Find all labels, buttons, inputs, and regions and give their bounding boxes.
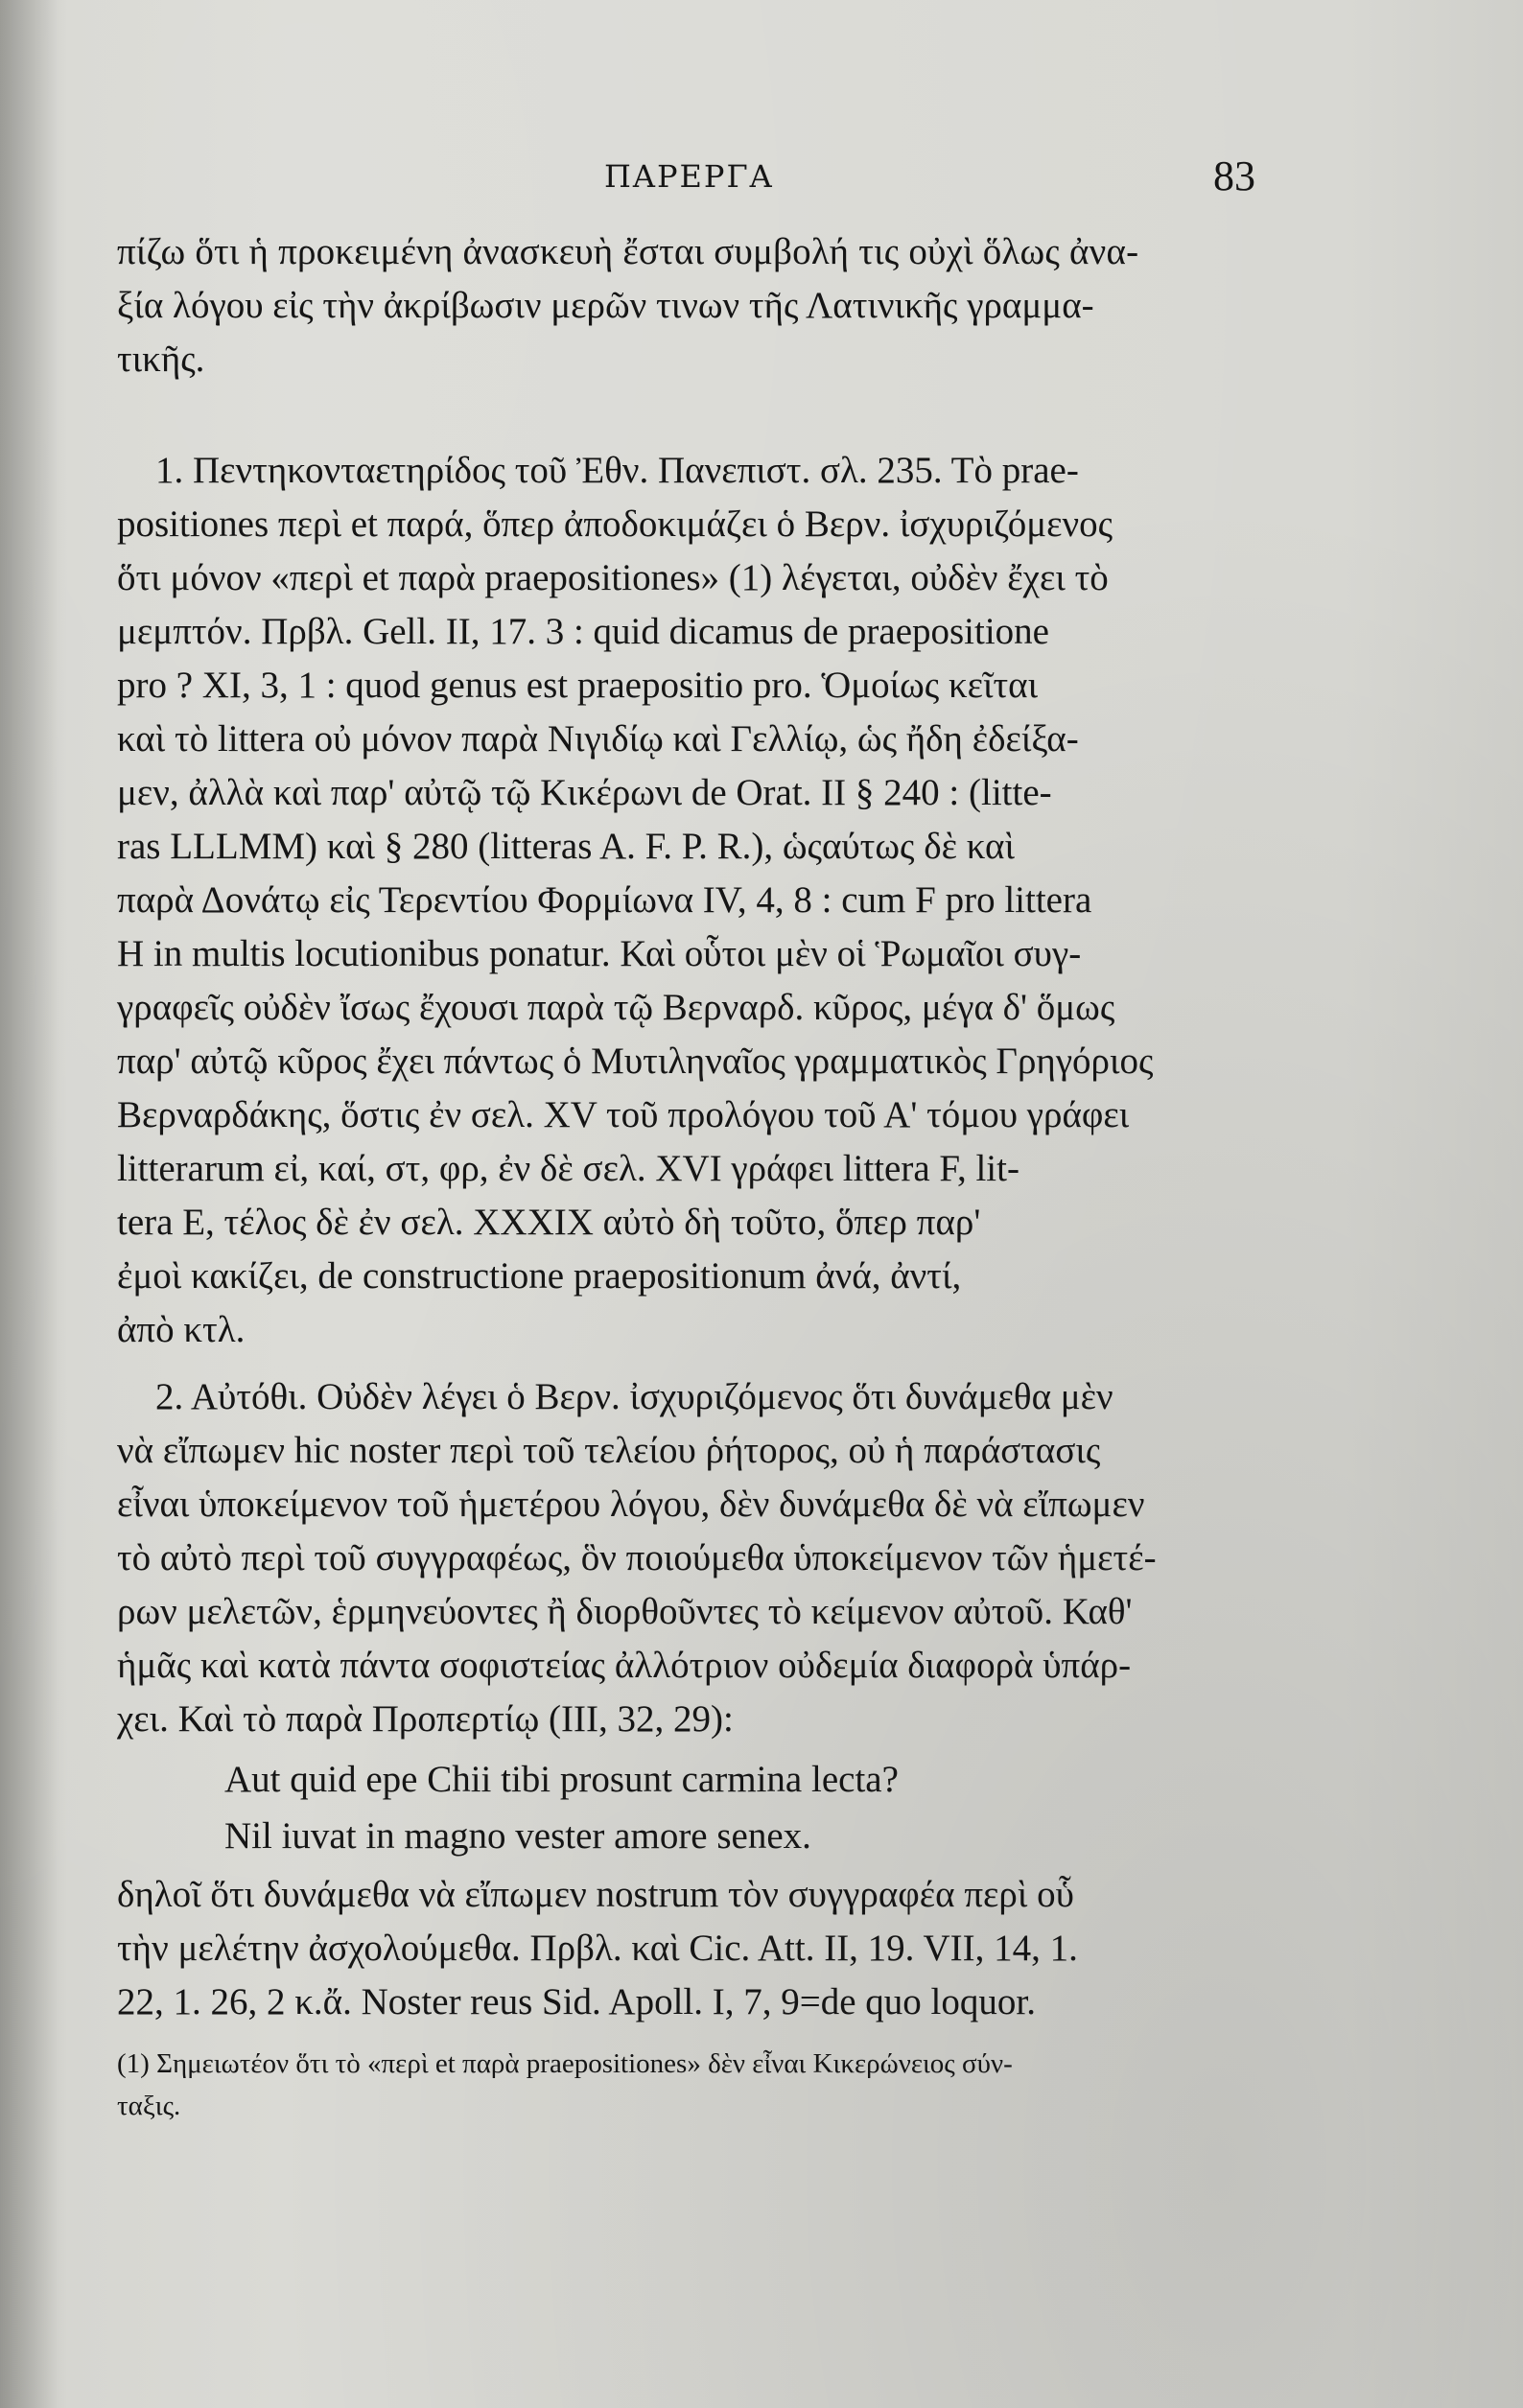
verse-line: Nil iuvat in magno vester amore senex. [224, 1815, 811, 1857]
page-number: 83 [1213, 152, 1255, 199]
text-line: ξία λόγου εἰς τὴν ἀκρίβωσιν μερῶν τινων τῆς Λατινικῆς γραμμα- [117, 285, 1094, 326]
verse-line: Aut quid epe Chii tibi prosunt carmina lecta? [224, 1759, 899, 1800]
text-line: 2. Αὐτόθι. Οὐδὲν λέγει ὁ Βερν. ἰσχυριζόμενος ὅτι δυνάμεθα μὲν [155, 1376, 1113, 1417]
text-line: χει. Καὶ τὸ παρὰ Προπερτίῳ (III, 32, 29): [117, 1698, 734, 1740]
text-line: ἀπὸ κτλ. [117, 1309, 246, 1350]
text-line: ὅτι μόνον «περὶ et παρὰ praepositiones» (1) λέγεται, οὐδὲν ἔχει τὸ [117, 557, 1109, 598]
text-line: πίζω ὅτι ἡ προκειμένη ἀνασκευὴ ἔσται συμβολή τις οὐχὶ ὅλως ἀνα- [117, 231, 1139, 272]
text-line: μεμπτόν. Πρβλ. Gell. II, 17. 3 : quid dicamus de praepositione [117, 611, 1049, 652]
text-line: παρ' αὐτῷ κῦρος ἔχει πάντως ὁ Μυτιληναῖος γραμματικὸς Γρηγόριος [117, 1040, 1154, 1082]
text-line: positiones περὶ et παρά, ὅπερ ἀποδοκιμάζει ὁ Βερν. ἰσχυριζόμενος [117, 503, 1113, 545]
binding-shadow [0, 0, 58, 2408]
text-line: ras LLLMM) καὶ § 280 (litteras A. F. P. R.), ὡςαύτως δὲ καὶ [117, 826, 1015, 867]
text-line: δηλοῖ ὅτι δυνάμεθα νὰ εἴπωμεν nostrum τὸν συγγραφέα περὶ οὗ [117, 1874, 1074, 1915]
text-line: τικῆς. [117, 339, 205, 380]
text-line: τὴν μελέτην ἀσχολούμεθα. Πρβλ. καὶ Cic. Att. II, 19. VII, 14, 1. [117, 1928, 1078, 1969]
text-line: παρὰ Δονάτῳ εἰς Τερεντίου Φορμίωνα IV, 4, 8 : cum F pro littera [117, 879, 1092, 921]
text-line: μεν, ἀλλὰ καὶ παρ' αὐτῷ τῷ Κικέρωνι de Orat. II § 240 : (litte- [117, 772, 1052, 813]
footnote-line: ταξις. [117, 2091, 181, 2121]
text-line: καὶ τὸ littera οὐ μόνον παρὰ Νιγιδίῳ καὶ Γελλίῳ, ὡς ἤδη ἐδείξα- [117, 718, 1079, 760]
running-title: ΠΑΡΕΡΓΑ [604, 158, 774, 195]
text-line: εἶναι ὑποκείμενον τοῦ ἡμετέρου λόγου, δὲν δυνάμεθα δὲ νὰ εἴπωμεν [117, 1484, 1145, 1525]
text-line: tera E, τέλος δὲ ἐν σελ. XXXIX αὐτὸ δὴ τοῦτο, ὅπερ παρ' [117, 1202, 981, 1243]
text-line: litterarum εἰ, καί, στ, φρ, ἐν δὲ σελ. XVI γράφει littera F, lit- [117, 1148, 1019, 1189]
text-line: γραφεῖς οὐδὲν ἴσως ἔχουσι παρὰ τῷ Βερναρδ. κῦρος, μέγα δ' ὅμως [117, 987, 1115, 1028]
text-line: 1. Πεντηκονταετηρίδος τοῦ Ἐθν. Πανεπιστ. σλ. 235. Τὸ prae- [155, 450, 1079, 491]
text-line: 22, 1. 26, 2 κ.ἄ. Noster reus Sid. Apoll. I, 7, 9=de quo loquor. [117, 1981, 1036, 2022]
text-line: ρων μελετῶν, ἑρμηνεύοντες ἢ διορθοῦντες τὸ κείμενον αὐτοῦ. Καθ' [117, 1591, 1133, 1632]
text-line: H in multis locutionibus ponatur. Καὶ οὗτοι μὲν οἱ Ῥωμαῖοι συγ- [117, 933, 1082, 974]
text-line: ἡμᾶς καὶ κατὰ πάντα σοφιστείας ἀλλότριον οὐδεμία διαφορὰ ὑπάρ- [117, 1645, 1132, 1686]
footnote-line: (1) Σημειωτέον ὅτι τὸ «περὶ et παρὰ praepositiones» δὲν εἶναι Κικερώνειος σύν- [117, 2048, 1013, 2079]
text-line: Βερναρδάκης, ὅστις ἐν σελ. XV τοῦ προλόγου τοῦ Α' τόμου γράφει [117, 1094, 1130, 1135]
text-line: νὰ εἴπωμεν hic noster περὶ τοῦ τελείου ῥήτορος, οὐ ἡ παράστασις [117, 1430, 1101, 1471]
text-line: ἐμοὶ κακίζει, de constructione praepositionum ἀνά, ἀντί, [117, 1255, 962, 1297]
text-line: τὸ αὐτὸ περὶ τοῦ συγγραφέως, ὃν ποιούμεθα ὑποκείμενον τῶν ἡμετέ- [117, 1537, 1157, 1578]
text-line: pro ? XI, 3, 1 : quod genus est praepositio pro. Ὁμοίως κεῖται [117, 665, 1039, 706]
